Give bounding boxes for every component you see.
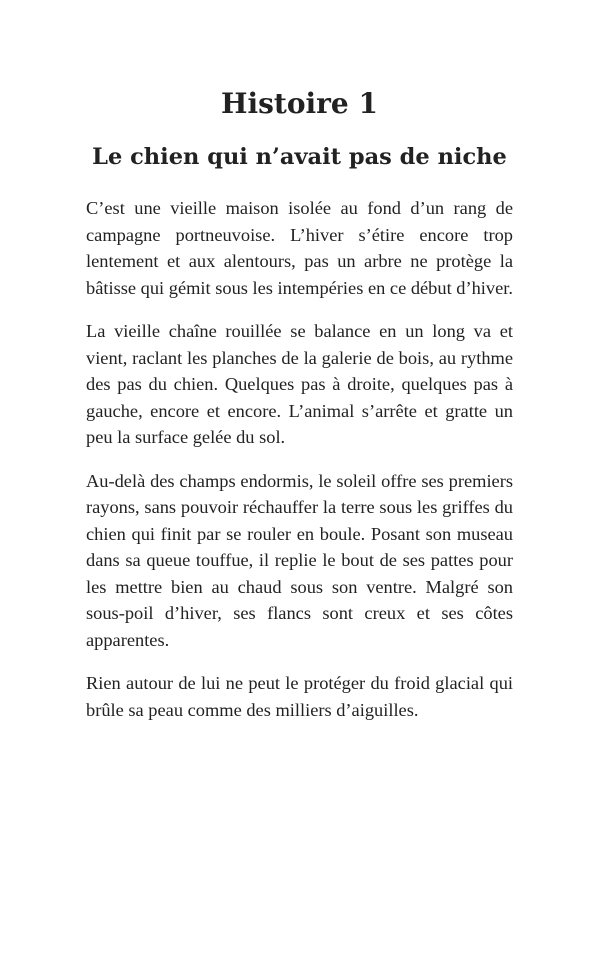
story-body [86,195,513,723]
book-page [86,84,513,740]
paragraph-3: Au-delà des champs endormis, le soleil offre ses premiers rayons, sans pouvoir réchauffer la terre sous les griffes du chien qui finit par se rouler en boule. Posant son museau dans sa queue touffue, il replie le bout de ses pattes pour les mettre bien au chaud sous son ventre. Malgré son sous-poil d’hiver, ses flancs sont creux et ses côtes apparentes. [86,470,513,650]
story-title: Le chien qui n’avait pas de niche [92,144,507,170]
paragraph-2: La vieille chaîne rouillée se balance en un long va et vient, raclant les planches de la galerie de bois, au rythme des pas du chien. Quelques pas à droite, quelques pas à gauche, encore et encore. L’animal s’arrête et gratte un peu la surface gelée du sol. [86,321,513,447]
chapter-title: Histoire 1 [221,87,378,120]
paragraph-1: C’est une vieille maison isolée au fond d’un rang de campagne portneuvoise. L’hiver s’étire encore trop lentement et aux alentours, pas un arbre ne protège la bâtisse qui gémit sous les intempéries en ce début d’hiver. [86,198,513,298]
paragraph-4: Rien autour de lui ne peut le protéger du froid glacial qui brûle sa peau comme des milliers d’aiguilles. [86,673,513,720]
